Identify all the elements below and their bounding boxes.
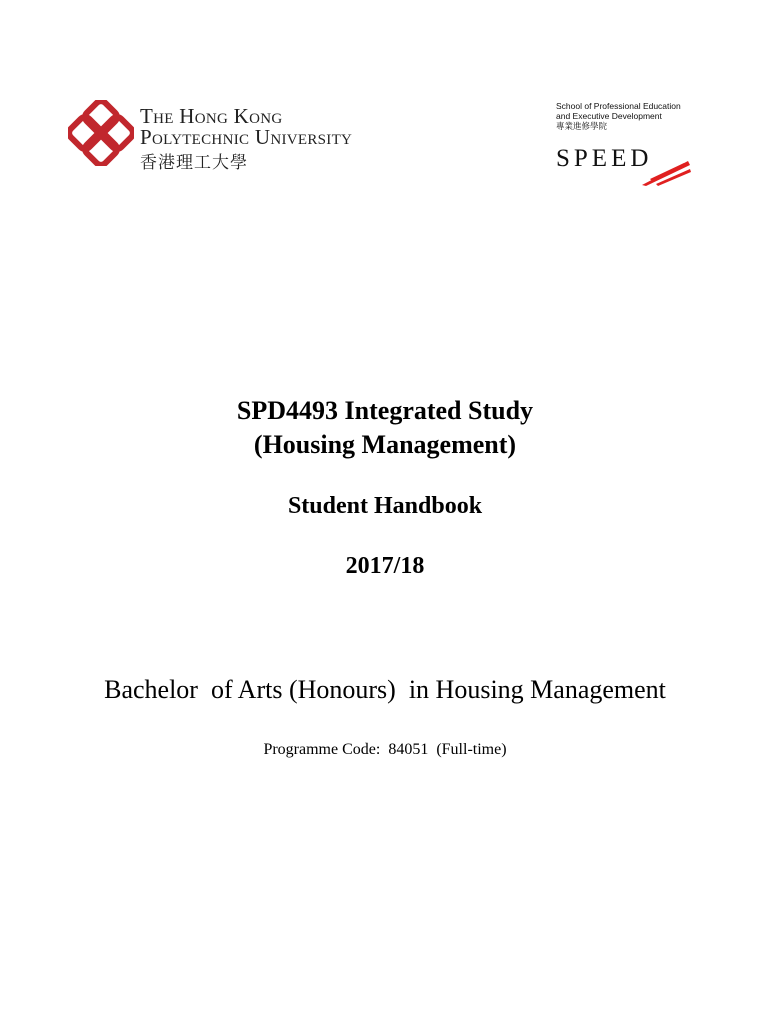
speed-line2: and Executive Development xyxy=(556,111,662,121)
programme-name: Bachelor of Arts (Honours) in Housing Management xyxy=(104,675,666,704)
polyu-name-line1: The Hong Kong xyxy=(140,104,283,128)
title-line1: SPD4493 Integrated Study xyxy=(236,396,534,425)
academic-year: 2017/18 xyxy=(345,553,425,579)
speed-logo xyxy=(556,101,706,191)
speed-line1: School of Professional Education xyxy=(556,101,681,111)
polyu-name xyxy=(140,106,352,148)
polyu-logo xyxy=(68,100,428,180)
speed-swoosh-icon xyxy=(640,157,692,187)
polyu-chinese-name: 香港理工大學 xyxy=(140,153,248,173)
speed-line3: 專業進修學院 xyxy=(556,121,608,131)
handbook-title xyxy=(0,394,770,462)
polyu-name-line2: Polytechnic University xyxy=(140,125,353,149)
title-line2: (Housing Management) xyxy=(253,430,517,459)
speed-wordmark: SPEED xyxy=(556,145,653,172)
polyu-emblem-icon xyxy=(68,100,134,166)
handbook-subtitle: Student Handbook xyxy=(287,493,483,519)
programme-code: Programme Code: 84051 (Full-time) xyxy=(263,741,507,758)
